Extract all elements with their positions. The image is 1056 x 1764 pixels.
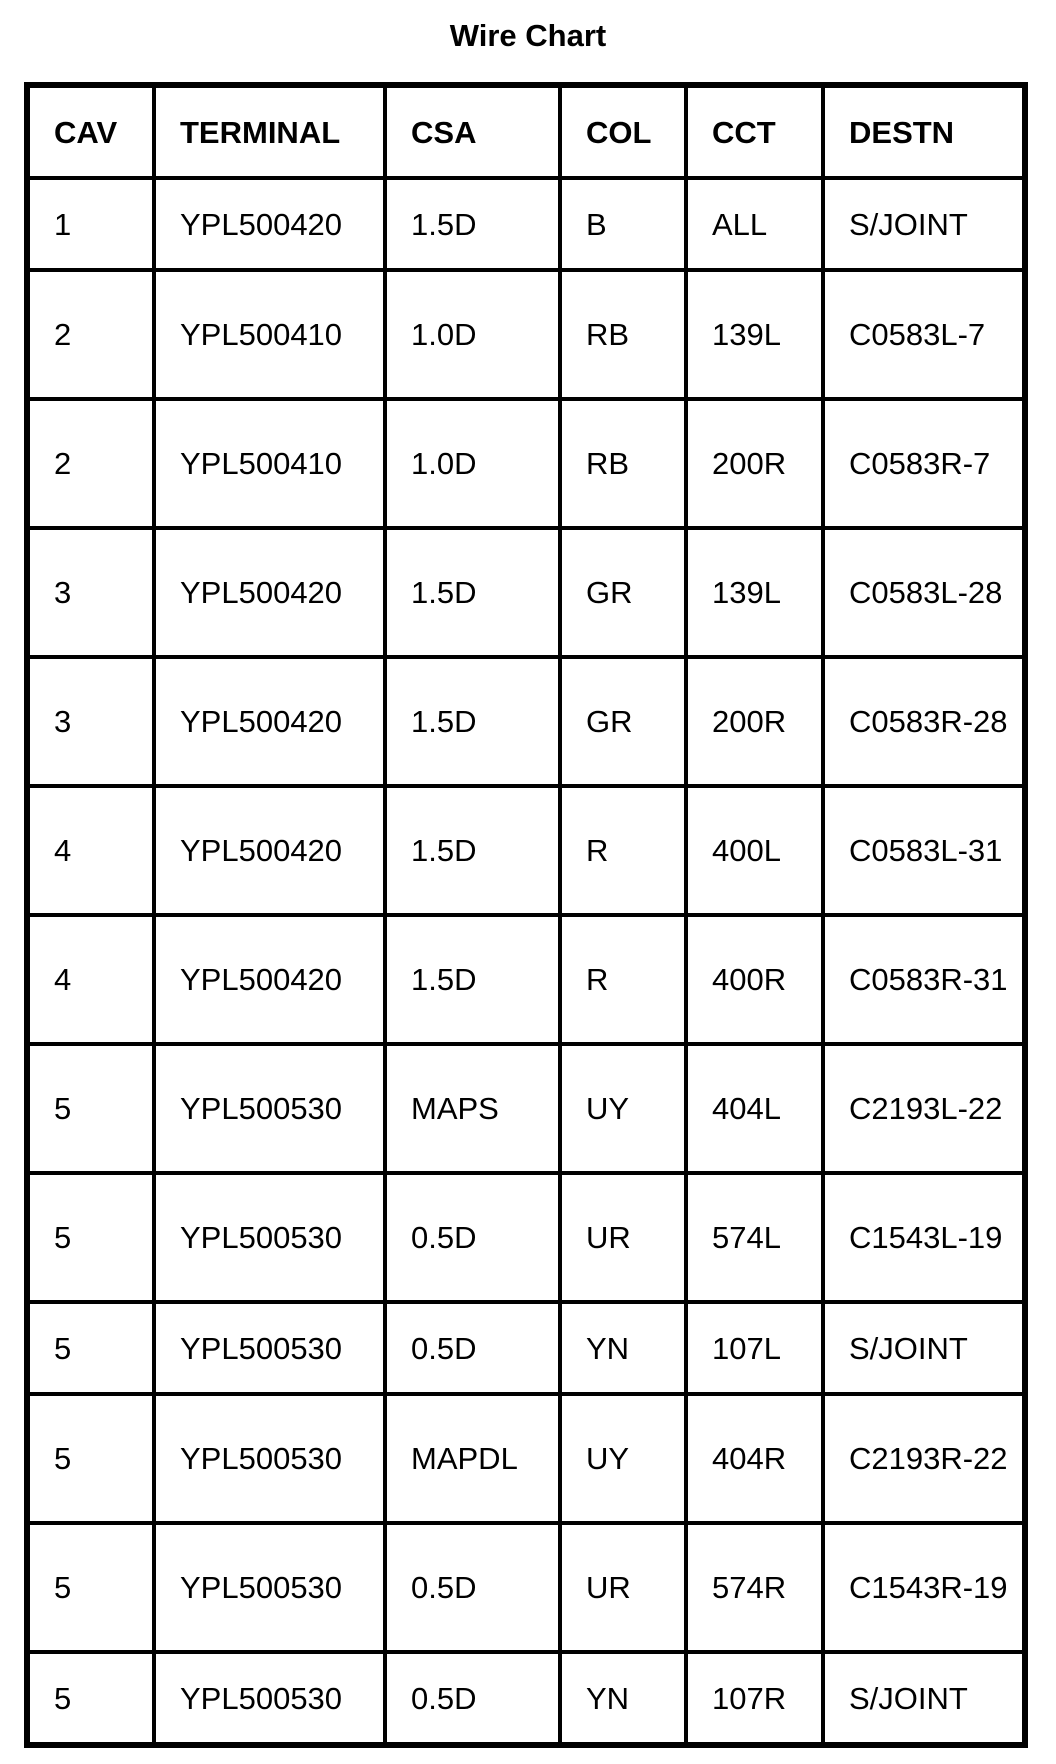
cell-cct: 200R	[686, 399, 823, 528]
column-header-col: COL	[560, 85, 686, 178]
cell-cav: 5	[27, 1173, 154, 1302]
table-row	[27, 178, 1025, 270]
cell-col: YN	[560, 1652, 686, 1745]
cell-cav: 5	[27, 1523, 154, 1652]
cell-cav: 5	[27, 1394, 154, 1523]
column-header-csa: CSA	[385, 85, 560, 178]
cell-col: B	[560, 178, 686, 270]
cell-cct: ALL	[686, 178, 823, 270]
cell-col: R	[560, 786, 686, 915]
cell-destn: S/JOINT	[823, 1302, 1025, 1394]
cell-terminal: YPL500420	[154, 657, 385, 786]
cell-cct: 400L	[686, 786, 823, 915]
cell-destn: C2193R-22	[823, 1394, 1025, 1523]
page-title: Wire Chart	[449, 18, 607, 53]
table-body	[27, 178, 1025, 1745]
cell-terminal: YPL500420	[154, 178, 385, 270]
cell-csa: 1.5D	[385, 915, 560, 1044]
cell-csa: 0.5D	[385, 1523, 560, 1652]
cell-cct: 574L	[686, 1173, 823, 1302]
cell-col: UY	[560, 1044, 686, 1173]
cell-col: RB	[560, 270, 686, 399]
table-row	[27, 1302, 1025, 1394]
table-row	[27, 657, 1025, 786]
column-header-cct: CCT	[686, 85, 823, 178]
cell-cct: 574R	[686, 1523, 823, 1652]
cell-csa: 1.5D	[385, 786, 560, 915]
cell-cav: 2	[27, 270, 154, 399]
cell-destn: S/JOINT	[823, 178, 1025, 270]
cell-col: UR	[560, 1173, 686, 1302]
cell-csa: 1.0D	[385, 399, 560, 528]
table-row	[27, 270, 1025, 399]
cell-destn: C1543R-19	[823, 1523, 1025, 1652]
cell-csa: 1.5D	[385, 528, 560, 657]
cell-csa: 1.5D	[385, 657, 560, 786]
wire-chart-table	[24, 82, 1028, 1748]
cell-terminal: YPL500530	[154, 1044, 385, 1173]
cell-terminal: YPL500420	[154, 915, 385, 1044]
cell-terminal: YPL500410	[154, 399, 385, 528]
cell-cct: 404L	[686, 1044, 823, 1173]
cell-terminal: YPL500410	[154, 270, 385, 399]
cell-csa: 0.5D	[385, 1652, 560, 1745]
cell-csa: 0.5D	[385, 1173, 560, 1302]
table-row	[27, 1523, 1025, 1652]
cell-cav: 2	[27, 399, 154, 528]
cell-cct: 200R	[686, 657, 823, 786]
cell-cct: 404R	[686, 1394, 823, 1523]
cell-cct: 139L	[686, 270, 823, 399]
cell-col: R	[560, 915, 686, 1044]
cell-cav: 4	[27, 915, 154, 1044]
cell-terminal: YPL500420	[154, 786, 385, 915]
cell-col: YN	[560, 1302, 686, 1394]
cell-cav: 5	[27, 1044, 154, 1173]
cell-terminal: YPL500530	[154, 1302, 385, 1394]
cell-col: UR	[560, 1523, 686, 1652]
cell-destn: C2193L-22	[823, 1044, 1025, 1173]
cell-cct: 139L	[686, 528, 823, 657]
cell-cav: 3	[27, 657, 154, 786]
cell-destn: C0583R-7	[823, 399, 1025, 528]
column-header-terminal: TERMINAL	[154, 85, 385, 178]
cell-destn: C0583L-31	[823, 786, 1025, 915]
column-header-cav: CAV	[27, 85, 154, 178]
table-row	[27, 1173, 1025, 1302]
table-row	[27, 786, 1025, 915]
cell-col: GR	[560, 528, 686, 657]
cell-destn: C0583R-28	[823, 657, 1025, 786]
cell-cav: 3	[27, 528, 154, 657]
cell-csa: MAPDL	[385, 1394, 560, 1523]
cell-destn: C0583L-28	[823, 528, 1025, 657]
cell-cct: 107L	[686, 1302, 823, 1394]
cell-csa: MAPS	[385, 1044, 560, 1173]
cell-destn: C0583L-7	[823, 270, 1025, 399]
cell-destn: S/JOINT	[823, 1652, 1025, 1745]
table-row	[27, 1044, 1025, 1173]
table-row	[27, 399, 1025, 528]
table-row	[27, 528, 1025, 657]
cell-col: UY	[560, 1394, 686, 1523]
cell-cav: 5	[27, 1302, 154, 1394]
cell-cct: 107R	[686, 1652, 823, 1745]
cell-terminal: YPL500530	[154, 1173, 385, 1302]
header-row	[27, 85, 1025, 178]
cell-csa: 1.5D	[385, 178, 560, 270]
cell-cav: 1	[27, 178, 154, 270]
cell-terminal: YPL500420	[154, 528, 385, 657]
cell-destn: C0583R-31	[823, 915, 1025, 1044]
table-row	[27, 1652, 1025, 1745]
cell-csa: 1.0D	[385, 270, 560, 399]
cell-destn: C1543L-19	[823, 1173, 1025, 1302]
cell-terminal: YPL500530	[154, 1652, 385, 1745]
cell-cav: 4	[27, 786, 154, 915]
cell-cav: 5	[27, 1652, 154, 1745]
table-row	[27, 915, 1025, 1044]
table-row	[27, 1394, 1025, 1523]
cell-terminal: YPL500530	[154, 1523, 385, 1652]
cell-terminal: YPL500530	[154, 1394, 385, 1523]
column-header-destn: DESTN	[823, 85, 1025, 178]
cell-csa: 0.5D	[385, 1302, 560, 1394]
cell-col: RB	[560, 399, 686, 528]
cell-col: GR	[560, 657, 686, 786]
cell-cct: 400R	[686, 915, 823, 1044]
